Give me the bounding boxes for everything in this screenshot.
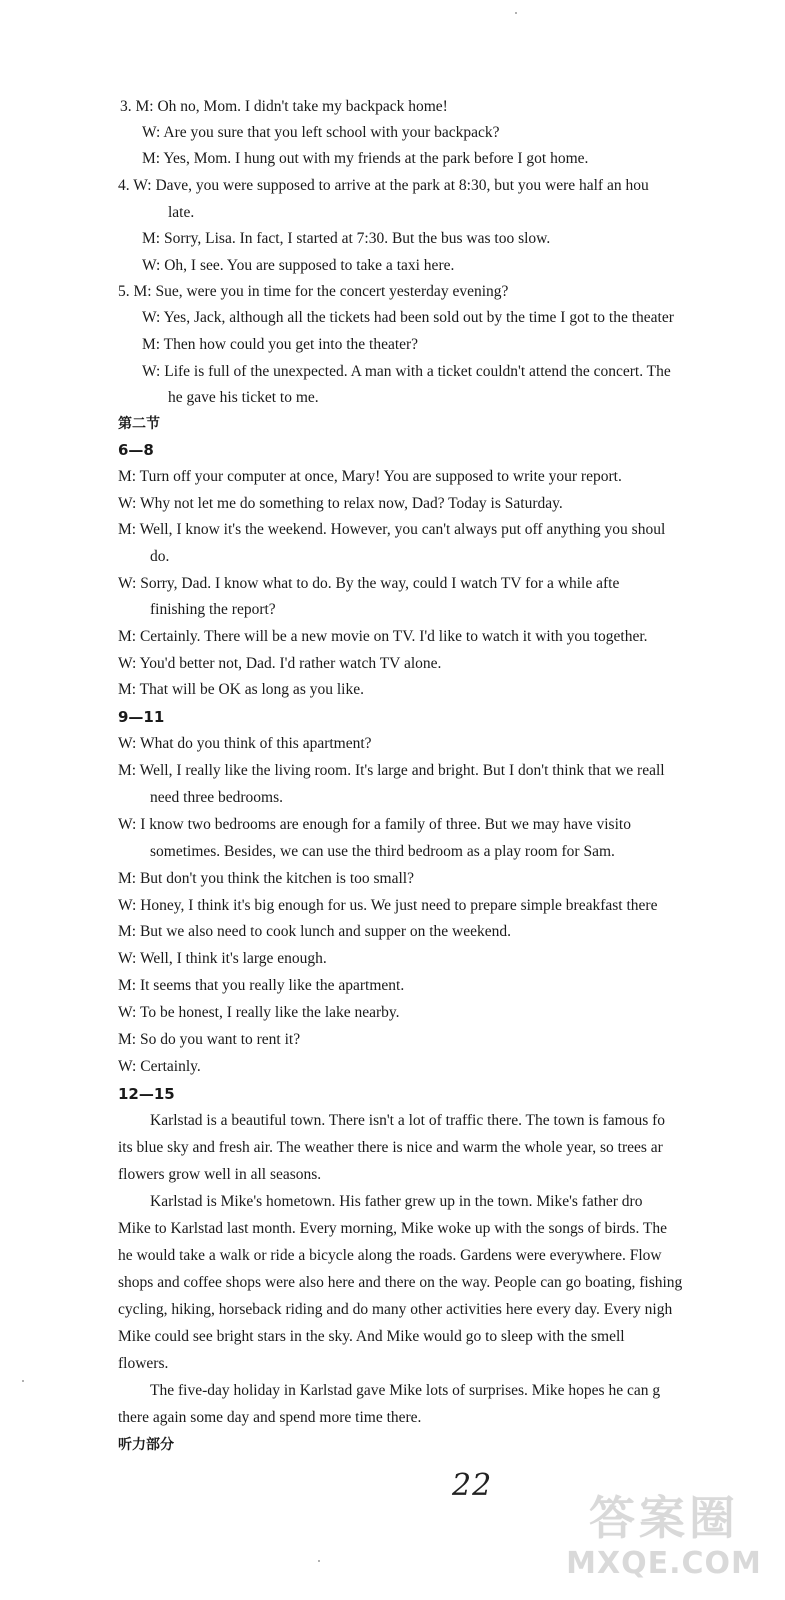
text-line: M: Certainly. There will be a new movie on TV. I'd like to watch it with you together.	[118, 628, 648, 645]
text-line: Mike could see bright stars in the sky. And Mike would go to sleep with the smell	[118, 1328, 625, 1345]
text-line: M: Then how could you get into the theater?	[142, 336, 419, 353]
text-line: W: To be honest, I really like the lake nearby.	[118, 1004, 400, 1021]
text-line: W: I know two bedrooms are enough for a family of three. But we may have visito	[118, 816, 631, 833]
text-line: M: Yes, Mom. I hung out with my friends at the park before I got home.	[142, 150, 589, 167]
text-line: W: Yes, Jack, although all the tickets had been sold out by the time I got to the theater	[142, 309, 674, 326]
page-number: 22	[452, 1468, 493, 1503]
text-line: M: But don't you think the kitchen is too small?	[118, 870, 414, 887]
text-line: finishing the report?	[150, 601, 276, 618]
watermark-cn: 答案圈	[589, 1491, 739, 1545]
question-range: 6—8	[118, 441, 154, 459]
scan-speck	[22, 1380, 24, 1382]
text-line: W: Well, I think it's large enough.	[118, 950, 327, 967]
text-line: Mike to Karlstad last month. Every morning, Mike woke up with the songs of birds. The	[118, 1220, 668, 1237]
text-line: W: Life is full of the unexpected. A man with a ticket couldn't attend the concert. The	[142, 363, 671, 380]
text-line: W: Honey, I think it's big enough for us. We just need to prepare simple breakfast there	[118, 897, 658, 914]
text-line: 3. M: Oh no, Mom. I didn't take my backpack home!	[120, 98, 448, 115]
text-line: cycling, hiking, horseback riding and do many other activities here every day. Every nigh	[118, 1301, 673, 1318]
text-line: W: Are you sure that you left school with your backpack?	[142, 124, 500, 141]
question-range: 12—15	[118, 1085, 175, 1103]
section-heading: 第二节	[118, 416, 160, 432]
question-range: 9—11	[118, 708, 165, 726]
text-line: W: What do you think of this apartment?	[118, 735, 372, 752]
scan-speck	[318, 1560, 320, 1562]
text-line: W: Oh, I see. You are supposed to take a taxi here.	[142, 257, 455, 274]
text-line: M: Sorry, Lisa. In fact, I started at 7:30. But the bus was too slow.	[142, 230, 551, 247]
text-line: Karlstad is a beautiful town. There isn't a lot of traffic there. The town is famous fo	[150, 1112, 666, 1129]
text-line: The five-day holiday in Karlstad gave Mike lots of surprises. Mike hopes he can g	[150, 1382, 661, 1399]
section-heading: 听力部分	[118, 1437, 174, 1453]
scan-speck	[515, 12, 517, 14]
text-line: shops and coffee shops were also here and there on the way. People can go boating, fishing	[118, 1274, 683, 1291]
text-line: M: That will be OK as long as you like.	[118, 681, 364, 698]
text-line: M: But we also need to cook lunch and supper on the weekend.	[118, 923, 512, 940]
text-line: W: Certainly.	[118, 1058, 201, 1075]
text-line: W: Why not let me do something to relax now, Dad? Today is Saturday.	[118, 495, 563, 512]
text-line: he gave his ticket to me.	[168, 389, 319, 406]
text-line: 4. W: Dave, you were supposed to arrive at the park at 8:30, but you were half an hou	[118, 177, 649, 194]
text-line: do.	[150, 548, 170, 565]
text-line: sometimes. Besides, we can use the third bedroom as a play room for Sam.	[150, 843, 615, 860]
text-line: late.	[168, 204, 195, 221]
text-line: M: Well, I really like the living room. It's large and bright. But I don't think that we reall	[118, 762, 665, 779]
text-line: its blue sky and fresh air. The weather there is nice and warm the whole year, so trees ar	[118, 1139, 663, 1156]
text-line: Karlstad is Mike's hometown. His father grew up in the town. Mike's father dro	[150, 1193, 643, 1210]
text-line: M: Turn off your computer at once, Mary! You are supposed to write your report.	[118, 468, 622, 485]
watermark-en: MXQE.COM	[566, 1546, 762, 1581]
text-line: he would take a walk or ride a bicycle along the roads. Gardens were everywhere. Flow	[118, 1247, 662, 1264]
text-line: W: You'd better not, Dad. I'd rather watch TV alone.	[118, 655, 442, 672]
text-line: flowers.	[118, 1355, 169, 1372]
text-line: M: It seems that you really like the apartment.	[118, 977, 405, 994]
text-line: W: Sorry, Dad. I know what to do. By the way, could I watch TV for a while afte	[118, 575, 620, 592]
text-line: there again some day and spend more time there.	[118, 1409, 422, 1426]
watermark-logo	[548, 1482, 780, 1594]
text-line: M: Well, I know it's the weekend. However, you can't always put off anything you shoul	[118, 521, 666, 538]
text-line: flowers grow well in all seasons.	[118, 1166, 322, 1183]
text-line: M: So do you want to rent it?	[118, 1031, 301, 1048]
text-line: 5. M: Sue, were you in time for the concert yesterday evening?	[118, 283, 509, 300]
text-line: need three bedrooms.	[150, 789, 283, 806]
